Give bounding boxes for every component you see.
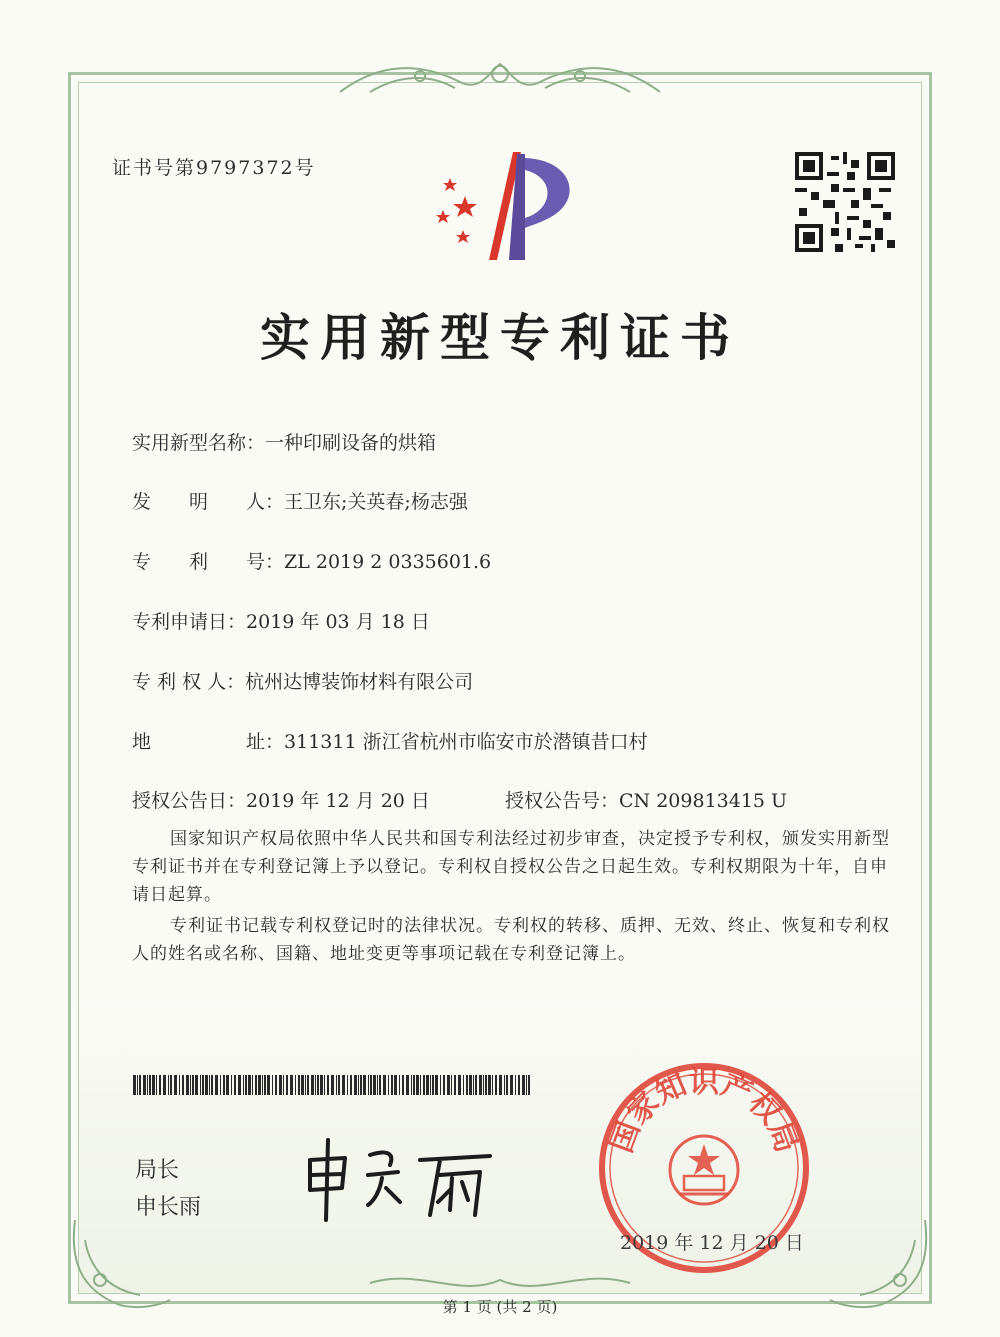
patent-office-logo bbox=[425, 148, 585, 263]
field-name-value: 一种印刷设备的烘箱 bbox=[265, 432, 437, 454]
field-patent-no bbox=[132, 547, 491, 574]
certificate-title: 实用新型专利证书 bbox=[260, 308, 740, 367]
field-grant-date bbox=[132, 786, 430, 813]
field-patentee-value: 杭州达博装饰材料有限公司 bbox=[245, 671, 474, 693]
field-patent-no-label: 专 利 号： bbox=[132, 551, 285, 573]
qr-code bbox=[795, 152, 895, 252]
field-inventor-value: 王卫东;关英春;杨志强 bbox=[284, 491, 468, 513]
field-name bbox=[132, 428, 436, 455]
top-ornament bbox=[330, 52, 670, 102]
legal-paragraph-1: 国家知识产权局依照中华人民共和国专利法经过初步审查，决定授予专利权，颁发实用新型专利证书并在专利登记簿上予以登记。专利权自授权公告之日起生效。专利权期限为十年，自申请日起算。 bbox=[132, 829, 890, 905]
director-title: 局长 bbox=[135, 1158, 180, 1183]
field-application-date bbox=[132, 607, 430, 634]
field-grant-no-value: CN 209813415 U bbox=[619, 790, 788, 812]
field-address-label: 地 址： bbox=[132, 731, 285, 753]
director-signature bbox=[290, 1120, 510, 1230]
field-application-date-label: 专利申请日： bbox=[132, 611, 247, 633]
barcode bbox=[133, 1075, 533, 1095]
field-patentee-label: 专 利 权 人： bbox=[132, 671, 246, 693]
field-grant-no bbox=[505, 786, 787, 813]
svg-text:国家知识产权局 bbox=[604, 1065, 804, 1157]
certificate-number: 证书号第9797372号 bbox=[112, 157, 316, 179]
field-name-label: 实用新型名称： bbox=[132, 432, 266, 454]
director-name: 申长雨 bbox=[135, 1195, 202, 1220]
field-grant-date-label: 授权公告日： bbox=[132, 790, 247, 812]
field-address-value: 311311 浙江省杭州市临安市於潜镇昔口村 bbox=[284, 731, 648, 753]
field-grant-date-value: 2019 年 12 月 20 日 bbox=[246, 790, 430, 812]
field-inventor bbox=[132, 487, 468, 514]
field-application-date-value: 2019 年 03 月 18 日 bbox=[246, 611, 430, 633]
legal-paragraph-2: 专利证书记载专利权登记时的法律状况。专利权的转移、质押、无效、终止、恢复和专利权人的姓名或名称、国籍、地址变更等事项记载在专利登记簿上。 bbox=[132, 916, 890, 964]
field-inventor-label: 发 明 人： bbox=[132, 491, 285, 513]
field-patentee bbox=[132, 667, 473, 694]
field-patent-no-value: ZL 2019 2 0335601.6 bbox=[284, 551, 492, 573]
seal-date: 2019 年 12 月 20 日 bbox=[620, 1232, 804, 1254]
page-footer: 第 1 页 (共 2 页) bbox=[442, 1298, 558, 1316]
seal-text: 国家知识产权局 bbox=[604, 1065, 804, 1158]
field-grant-no-label: 授权公告号： bbox=[505, 790, 620, 812]
field-address bbox=[132, 727, 648, 754]
